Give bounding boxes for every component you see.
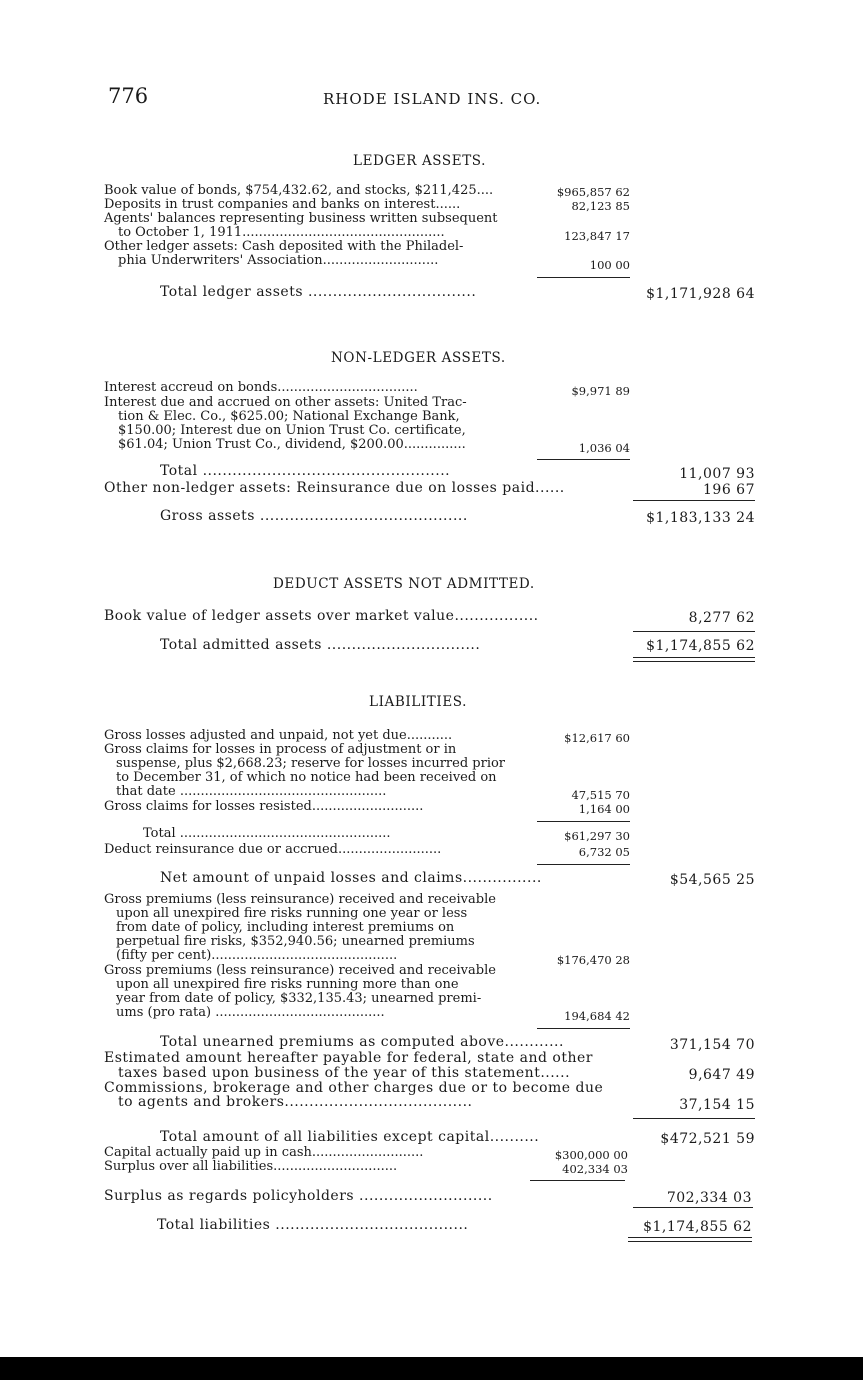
- total-admitted-amount: $1,174,855 62: [646, 638, 755, 654]
- gross-assets-amount: $1,183,133 24: [646, 510, 755, 526]
- section-heading-liabilities: LIABILITIES.: [369, 694, 468, 710]
- liab-line-claims-d: that date ..................................................: [116, 784, 387, 799]
- nonledger-total-label: Total ..................................................: [160, 463, 451, 479]
- rule: [530, 1180, 625, 1181]
- taxes-line-a: Estimated amount hereafter payable for federal, state and other: [104, 1050, 593, 1066]
- surplus-label: Surplus over all liabilities..............................: [104, 1159, 398, 1174]
- prem2-line-c: year from date of policy, $332,135.43; unearned premi-: [116, 991, 482, 1006]
- capital-amount: $300,000 00: [554, 1148, 628, 1162]
- taxes-amount: 9,647 49: [688, 1067, 755, 1083]
- prem1-line-e: (fifty per cent).............................................: [116, 948, 398, 963]
- page-number: 776: [108, 84, 149, 108]
- ledger-amount-bonds: $965,857 62: [556, 185, 630, 199]
- ledger-amount-deposits: 82,123 85: [571, 199, 630, 213]
- unearned-total-amount: 371,154 70: [669, 1037, 755, 1053]
- liab-amount-resisted: 1,164 00: [578, 802, 630, 816]
- double-rule: [628, 1237, 752, 1242]
- nonledger-reinsurance-label: Other non-ledger assets: Reinsurance due on losses paid......: [104, 480, 565, 496]
- surplus-policyholders-label: Surplus as regards policyholders ...........................: [104, 1188, 493, 1204]
- double-rule: [633, 657, 755, 662]
- liab-deduct-amount: 6,732 05: [578, 845, 630, 859]
- unearned-total-label: Total unearned premiums as computed above............: [160, 1034, 564, 1050]
- prem2-line-a: Gross premiums (less reinsurance) received and receivable: [104, 963, 496, 978]
- nonledger-line-other-d: $61.04; Union Trust Co., dividend, $200.00...............: [118, 437, 466, 452]
- all-liabilities-amount: $472,521 59: [660, 1131, 755, 1147]
- deduct-market-amount: 8,277 62: [688, 610, 755, 626]
- nonledger-line-other-c: $150.00; Interest due on Union Trust Co. certificate,: [118, 423, 466, 438]
- liab-line-claims-b: suspense, plus $2,668.23; reserve for losses incurred prior: [116, 756, 506, 771]
- section-heading-ledger-assets: LEDGER ASSETS.: [353, 153, 487, 169]
- ledger-line-agents-b: to October 1, 1911.................................................: [118, 225, 445, 240]
- ledger-line-deposits: Deposits in trust companies and banks on interest......: [104, 197, 461, 212]
- deduct-market-label: Book value of ledger assets over market value.................: [104, 608, 539, 624]
- commissions-line-a: Commissions, brokerage and other charges due or to become due: [104, 1080, 604, 1096]
- page-title: RHODE ISLAND INS. CO.: [323, 90, 542, 108]
- liab-deduct-label: Deduct reinsurance due or accrued.........................: [104, 842, 442, 857]
- section-heading-non-ledger-assets: NON-LEDGER ASSETS.: [331, 350, 506, 366]
- total-liabilities-amount: $1,174,855 62: [643, 1219, 752, 1235]
- net-unpaid-label: Net amount of unpaid losses and claims................: [160, 870, 542, 886]
- prem2-amount: 194,684 42: [564, 1009, 630, 1023]
- section-heading-deduct: DEDUCT ASSETS NOT ADMITTED.: [273, 576, 535, 592]
- prem2-line-b: upon all unexpired fire risks running more than one: [116, 977, 459, 992]
- total-admitted-label: Total admitted assets ...............................: [160, 637, 481, 653]
- nonledger-total-amount: 11,007 93: [679, 466, 755, 482]
- liab-total-label: Total ...................................................: [143, 826, 391, 841]
- rule: [537, 459, 630, 460]
- ledger-line-other-b: phia Underwriters' Association............................: [118, 253, 439, 268]
- ledger-amount-agents: 123,847 17: [564, 229, 630, 243]
- prem2-line-d: ums (pro rata) .........................................: [116, 1005, 385, 1020]
- nonledger-amount-interest: $9,971 89: [571, 384, 630, 398]
- liab-amount-losses-adjusted: $12,617 60: [564, 731, 630, 745]
- rule: [537, 277, 630, 278]
- nonledger-reinsurance-amount: 196 67: [703, 482, 755, 498]
- rule: [633, 1207, 753, 1208]
- gross-assets-label: Gross assets ..........................................: [160, 508, 468, 524]
- nonledger-line-other-b: tion & Elec. Co., $625.00; National Exchange Bank,: [118, 409, 460, 424]
- commissions-line-b: to agents and brokers......................................: [118, 1094, 473, 1110]
- liab-line-resisted: Gross claims for losses resisted...........................: [104, 799, 424, 814]
- total-ledger-assets-amount: $1,171,928 64: [646, 286, 755, 302]
- liab-total-amount: $61,297 30: [564, 829, 630, 843]
- all-liabilities-label: Total amount of all liabilities except capital..........: [160, 1129, 540, 1145]
- nonledger-line-other-a: Interest due and accrued on other assets: United Trac-: [104, 395, 467, 410]
- capital-label: Capital actually paid up in cash...........................: [104, 1145, 424, 1160]
- prem1-line-b: upon all unexpired fire risks running one year or less: [116, 906, 468, 921]
- nonledger-amount-other: 1,036 04: [578, 441, 630, 455]
- liab-line-claims-c: to December 31, of which no notice had been received on: [116, 770, 497, 785]
- ledger-line-agents-a: Agents' balances representing business written subsequent: [104, 211, 498, 226]
- rule: [633, 631, 755, 632]
- prem1-line-a: Gross premiums (less reinsurance) received and receivable: [104, 892, 496, 907]
- rule: [537, 1028, 630, 1029]
- prem1-line-c: from date of policy, including interest premiums on: [116, 920, 455, 935]
- liab-line-claims-a: Gross claims for losses in process of adjustment or in: [104, 742, 457, 757]
- surplus-amount: 402,334 03: [562, 1162, 628, 1176]
- prem1-amount: $176,470 28: [556, 953, 630, 967]
- total-liabilities-label: Total liabilities .......................................: [157, 1217, 469, 1233]
- ledger-line-other-a: Other ledger assets: Cash deposited with the Philadel-: [104, 239, 464, 254]
- ledger-amount-other: 100 00: [589, 258, 630, 272]
- commissions-amount: 37,154 15: [679, 1097, 755, 1113]
- rule: [633, 500, 755, 501]
- surplus-policyholders-amount: 702,334 03: [666, 1190, 752, 1206]
- nonledger-line-interest: Interest accreud on bonds..................................: [104, 380, 418, 395]
- liab-line-losses-adjusted: Gross losses adjusted and unpaid, not yet due...........: [104, 728, 453, 743]
- prem1-line-d: perpetual fire risks, $352,940.56; unearned premiums: [116, 934, 475, 949]
- rule: [633, 1118, 755, 1119]
- ledger-line-bonds: Book value of bonds, $754,432.62, and stocks, $211,425....: [104, 183, 494, 198]
- scan-border: [0, 1357, 863, 1380]
- rule: [537, 864, 630, 865]
- net-unpaid-amount: $54,565 25: [669, 872, 755, 888]
- total-ledger-assets-label: Total ledger assets ..................................: [160, 284, 477, 300]
- rule: [537, 821, 630, 822]
- taxes-line-b: taxes based upon business of the year of this statement......: [118, 1065, 571, 1081]
- liab-amount-claims: 47,515 70: [571, 788, 630, 802]
